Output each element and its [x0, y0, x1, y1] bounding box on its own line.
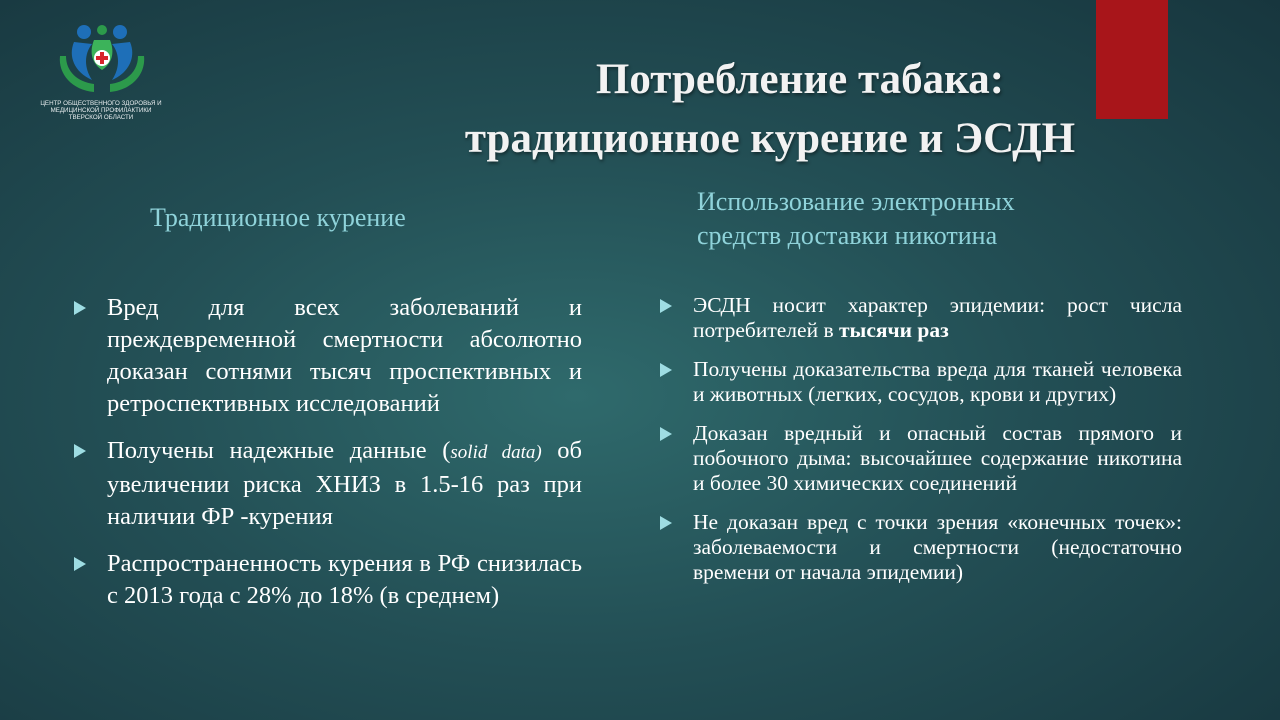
right-bullet-list — [693, 293, 1182, 599]
left-column-heading: Традиционное курение — [150, 203, 406, 232]
list-item — [107, 548, 582, 612]
triangle-bullet-icon — [660, 516, 672, 530]
list-item — [693, 421, 1182, 496]
slide-title-line-2: традиционное курение и ЭСДН — [464, 115, 1076, 162]
list-item-text: Получены надежные данные ( — [107, 437, 451, 464]
list-item-italic-text: solid data) — [450, 442, 542, 463]
triangle-bullet-icon — [74, 444, 86, 458]
list-item-text: Вред для всех заболеваний и преждевременной смертности абсолютно доказан сотнями тысяч проспективных и ретроспективных исследований — [107, 294, 582, 417]
triangle-bullet-icon — [660, 427, 672, 441]
list-item-text: Распространенность курения в РФ снизилась с 2013 года с 28% до 18% (в среднем) — [107, 550, 582, 609]
list-item — [107, 435, 582, 533]
triangle-bullet-icon — [660, 363, 672, 377]
list-item-text: Доказан вредный и опасный состав прямого и побочного дыма: высочайшее содержание никотина и более 30 химических соединений — [693, 421, 1182, 495]
list-item — [107, 292, 582, 420]
triangle-bullet-icon — [660, 299, 672, 313]
logo-text-line: ЦЕНТР ОБЩЕСТВЕННОГО ЗДОРОВЬЯ И — [40, 100, 162, 107]
list-item-text: Не доказан вред с точки зрения «конечных точек»: заболеваемости и смертности (недостаточно времени от начала эпидемии) — [693, 510, 1182, 584]
right-heading-line-1: Использование электронных — [697, 187, 1015, 216]
list-item-bold-text: тысячи раз — [839, 318, 949, 342]
list-item — [693, 293, 1182, 343]
triangle-bullet-icon — [74, 301, 86, 315]
list-item — [693, 510, 1182, 585]
list-item-text: Получены доказательства вреда для тканей человека и животных (легких, сосудов, крови и других) — [693, 357, 1182, 406]
list-item-text: ЭСДН носит характер эпидемии: рост числа потребителей в — [693, 293, 1182, 342]
triangle-bullet-icon — [74, 557, 86, 571]
slide-title-line-1: Потребление табака: — [595, 56, 1005, 103]
left-bullet-list — [107, 292, 582, 627]
list-item — [693, 357, 1182, 407]
logo-text-line: МЕДИЦИНСКОЙ ПРОФИЛАКТИКИ — [50, 107, 152, 114]
slide-title — [400, 50, 1140, 168]
list-item-text: об увеличении риска ХНИЗ в 1.5-16 раз при наличии ФР -курения — [107, 437, 582, 530]
organization-logo — [30, 22, 170, 121]
logo-text-line: ТВЕРСКОЙ ОБЛАСТИ — [68, 114, 134, 121]
right-column-heading — [697, 185, 1015, 253]
logo-emblem-icon — [54, 22, 150, 96]
right-heading-line-2: средств доставки никотина — [697, 221, 998, 250]
